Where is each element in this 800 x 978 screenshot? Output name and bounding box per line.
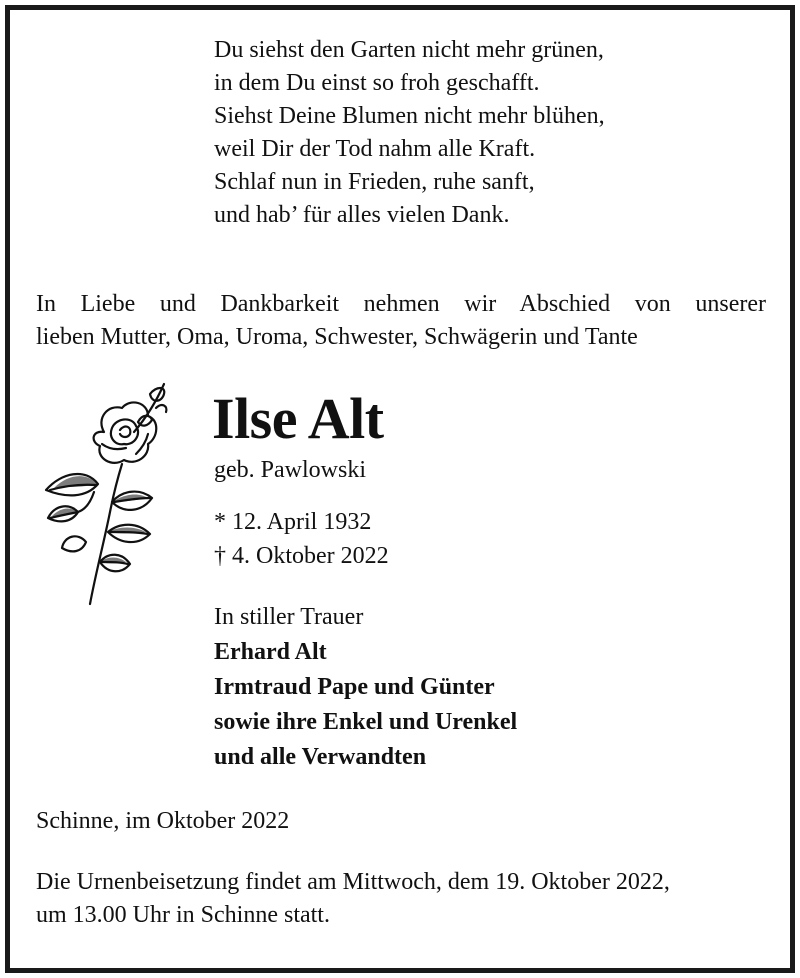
mourner-name: sowie ihre Enkel und Urenkel [214, 709, 518, 735]
burial-line: um 13.00 Uhr in Schinne statt. [36, 902, 330, 928]
poem-line: Du siehst den Garten nicht mehr grünen, [214, 37, 604, 63]
poem-line: Schlaf nun in Frieden, ruhe sanft, [214, 169, 535, 195]
poem-line: in dem Du einst so froh geschafft. [214, 70, 540, 96]
death-date: † 4. Oktober 2022 [214, 543, 389, 569]
maiden-name: geb. Pawlowski [214, 457, 366, 483]
mourners-heading: In stiller Trauer [214, 604, 364, 630]
mourner-name: Erhard Alt [214, 639, 327, 665]
mourner-name: Irmtraud Pape und Günter [214, 674, 495, 700]
poem-line: Siehst Deine Blumen nicht mehr blühen, [214, 103, 605, 129]
intro-text [36, 288, 766, 354]
poem [214, 34, 605, 232]
deceased-name: Ilse Alt [212, 386, 384, 451]
place-date: Schinne, im Oktober 2022 [36, 808, 290, 834]
burial-line: Die Urnenbeisetzung findet am Mittwoch, dem 19. Oktober 2022, [36, 869, 670, 895]
mourner-name: und alle Verwandten [214, 744, 427, 770]
burial-info [36, 866, 776, 932]
rose-icon [38, 372, 168, 612]
intro-line: lieben Mutter, Oma, Uroma, Schwester, Schwägerin und Tante [36, 324, 638, 350]
poem-line: weil Dir der Tod nahm alle Kraft. [214, 136, 536, 162]
intro-line: In Liebe und Dankbarkeit nehmen wir Abschied von unserer [36, 291, 766, 317]
birth-date: * 12. April 1932 [214, 509, 372, 535]
poem-line: und hab’ für alles vielen Dank. [214, 202, 510, 228]
mourners-block [214, 600, 517, 775]
